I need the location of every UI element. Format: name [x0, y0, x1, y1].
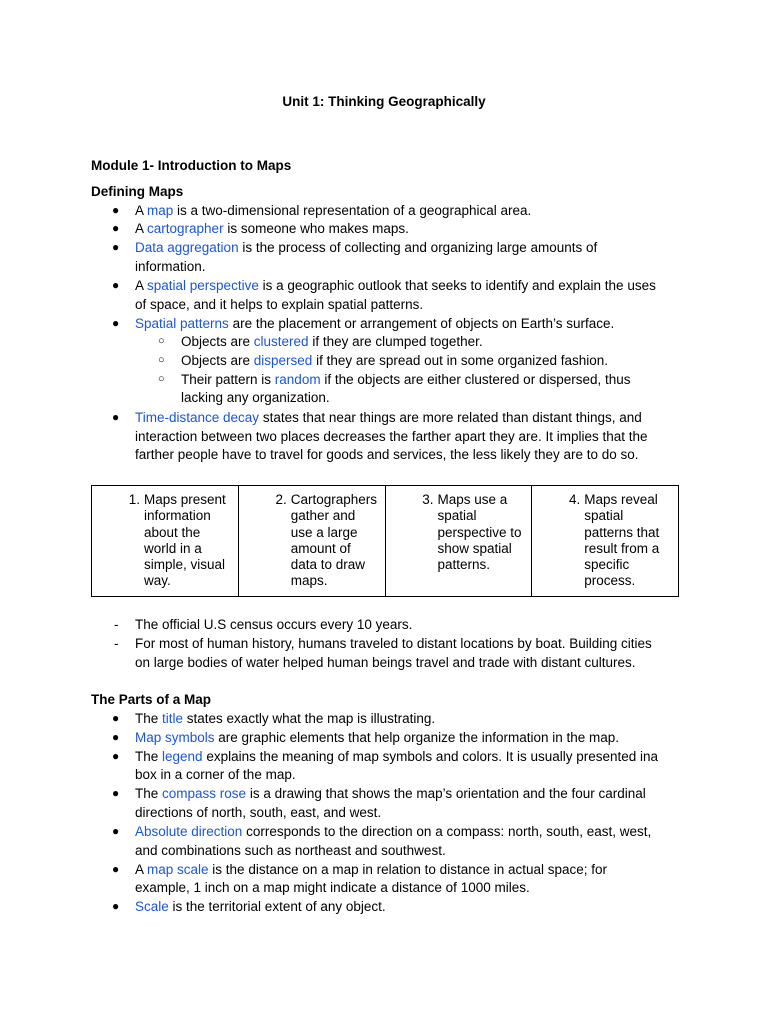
term-data-aggregation: Data aggregation	[135, 240, 239, 255]
bullet-marker: ●	[112, 278, 120, 292]
term-legend: legend	[162, 749, 203, 764]
list-item-spatial-patterns: Spatial patterns are the placement or arrangement of objects on Earth’s surface.	[135, 316, 615, 331]
sub-bullet-marker: ○	[158, 373, 165, 385]
list-item-title: The title states exactly what the map is illustrating.	[135, 711, 436, 726]
document-title: Unit 1: Thinking Geographically	[282, 94, 486, 109]
bullet-marker: ●	[112, 410, 120, 424]
table-cell	[238, 486, 385, 597]
bullet-marker: ●	[112, 824, 120, 838]
summary-table	[91, 485, 679, 597]
section-heading-defining-maps: Defining Maps	[91, 184, 184, 199]
term-random: random	[274, 372, 321, 387]
sub-bullet-marker: ○	[158, 354, 165, 366]
cell-number: 3.	[422, 492, 434, 507]
cell-text: Maps use a spatial perspective to show spatial patterns.	[437, 492, 522, 573]
list-item-absolute-direction: Absolute direction corresponds to the direction on a compass: north, south, east, west,	[135, 824, 652, 839]
term-map: map	[147, 203, 174, 218]
list-item-map-scale: A map scale is the distance on a map in relation to distance in actual space; for	[135, 862, 608, 877]
bullet-marker: ●	[112, 316, 120, 330]
list-item-continuation: directions of north, south, east, and west.	[135, 805, 382, 820]
cell-number: 1.	[128, 492, 140, 507]
list-item-continuation: of space, and it helps to explain spatial patterns.	[135, 297, 424, 312]
bullet-marker: ●	[112, 203, 120, 217]
table-cell	[532, 486, 679, 597]
dash-marker: -	[114, 617, 119, 632]
list-item-continuation: farther people have to travel for goods and services, the less likely they are to do so.	[135, 447, 639, 462]
list-item-continuation: interaction between two places decreases the farther apart they are. It implies that the	[135, 429, 648, 444]
term-clustered: clustered	[253, 334, 309, 349]
table-cell	[385, 486, 532, 597]
list-item-continuation: and combinations such as northeast and southwest.	[135, 843, 446, 858]
term-compass-rose: compass rose	[162, 786, 247, 801]
list-item-time-distance-decay: Time-distance decay states that near things are more related than distant things, and	[135, 410, 642, 425]
list-item-legend: The legend explains the meaning of map symbols and colors. It is usually presented ina	[135, 749, 659, 764]
term-map-symbols: Map symbols	[135, 730, 215, 745]
sub-list-item-continuation: lacking any organization.	[181, 390, 330, 405]
bullet-marker: ●	[112, 730, 120, 744]
bullet-marker: ●	[112, 862, 120, 876]
list-item-spatial-perspective: A spatial perspective is a geographic outlook that seeks to identify and explain the uses	[135, 278, 656, 293]
section-heading-parts-of-map: The Parts of a Map	[91, 692, 212, 707]
term-dispersed: dispersed	[253, 353, 313, 368]
list-item-map-symbols: Map symbols are graphic elements that help organize the information in the map.	[135, 730, 620, 745]
cell-number: 2.	[275, 492, 287, 507]
sub-list-item-random: Their pattern is random if the objects are either clustered or dispersed, thus	[181, 372, 631, 387]
note-census: The official U.S census occurs every 10 years.	[135, 617, 413, 632]
cell-text: Maps present information about the world in a simple, visual way.	[144, 492, 226, 589]
term-map-scale: map scale	[147, 862, 209, 877]
sub-bullet-marker: ○	[158, 335, 165, 347]
table-row	[92, 486, 679, 597]
bullet-marker: ●	[112, 749, 120, 763]
list-item-continuation: example, 1 inch on a map might indicate a distance of 1000 miles.	[135, 880, 530, 895]
table-cell	[92, 486, 239, 597]
list-item-data-aggregation: Data aggregation is the process of collecting and organizing large amounts of	[135, 240, 598, 255]
list-item-scale: Scale is the territorial extent of any object.	[135, 899, 386, 914]
note-travel-continuation: on large bodies of water helped human beings travel and trade with distant cultures.	[135, 655, 636, 670]
sub-list-item-dispersed: Objects are dispersed if they are spread out in some organized fashion.	[181, 353, 609, 368]
sub-list-item-clustered: Objects are clustered if they are clumped together.	[181, 334, 483, 349]
bullet-marker: ●	[112, 711, 120, 725]
term-spatial-patterns: Spatial patterns	[135, 316, 229, 331]
term-title: title	[162, 711, 184, 726]
list-item-continuation: box in a corner of the map.	[135, 767, 296, 782]
bullet-marker: ●	[112, 240, 120, 254]
bullet-marker: ●	[112, 899, 120, 913]
cell-number: 4.	[568, 492, 581, 507]
module-heading: Module 1- Introduction to Maps	[91, 158, 292, 173]
term-spatial-perspective: spatial perspective	[147, 278, 259, 293]
note-travel: For most of human history, humans traveled to distant locations by boat. Building cities	[135, 636, 652, 651]
term-time-distance-decay: Time-distance decay	[135, 410, 260, 425]
term-absolute-direction: Absolute direction	[135, 824, 243, 839]
list-item-compass-rose: The compass rose is a drawing that shows the map’s orientation and the four cardinal	[135, 786, 646, 801]
bullet-marker: ●	[112, 786, 120, 800]
cell-text: Maps reveal spatial patterns that result from a specific process.	[584, 492, 660, 589]
list-item-continuation: information.	[135, 259, 206, 274]
list-item-map: A map is a two-dimensional representation of a geographical area.	[135, 203, 532, 218]
bullet-marker: ●	[112, 221, 120, 235]
list-item-cartographer: A cartographer is someone who makes maps.	[135, 221, 409, 236]
term-cartographer: cartographer	[147, 221, 224, 236]
dash-marker: -	[114, 636, 119, 651]
term-scale: Scale	[135, 899, 169, 914]
cell-text: Cartographers gather and use a large amount of data to draw maps.	[290, 492, 378, 589]
